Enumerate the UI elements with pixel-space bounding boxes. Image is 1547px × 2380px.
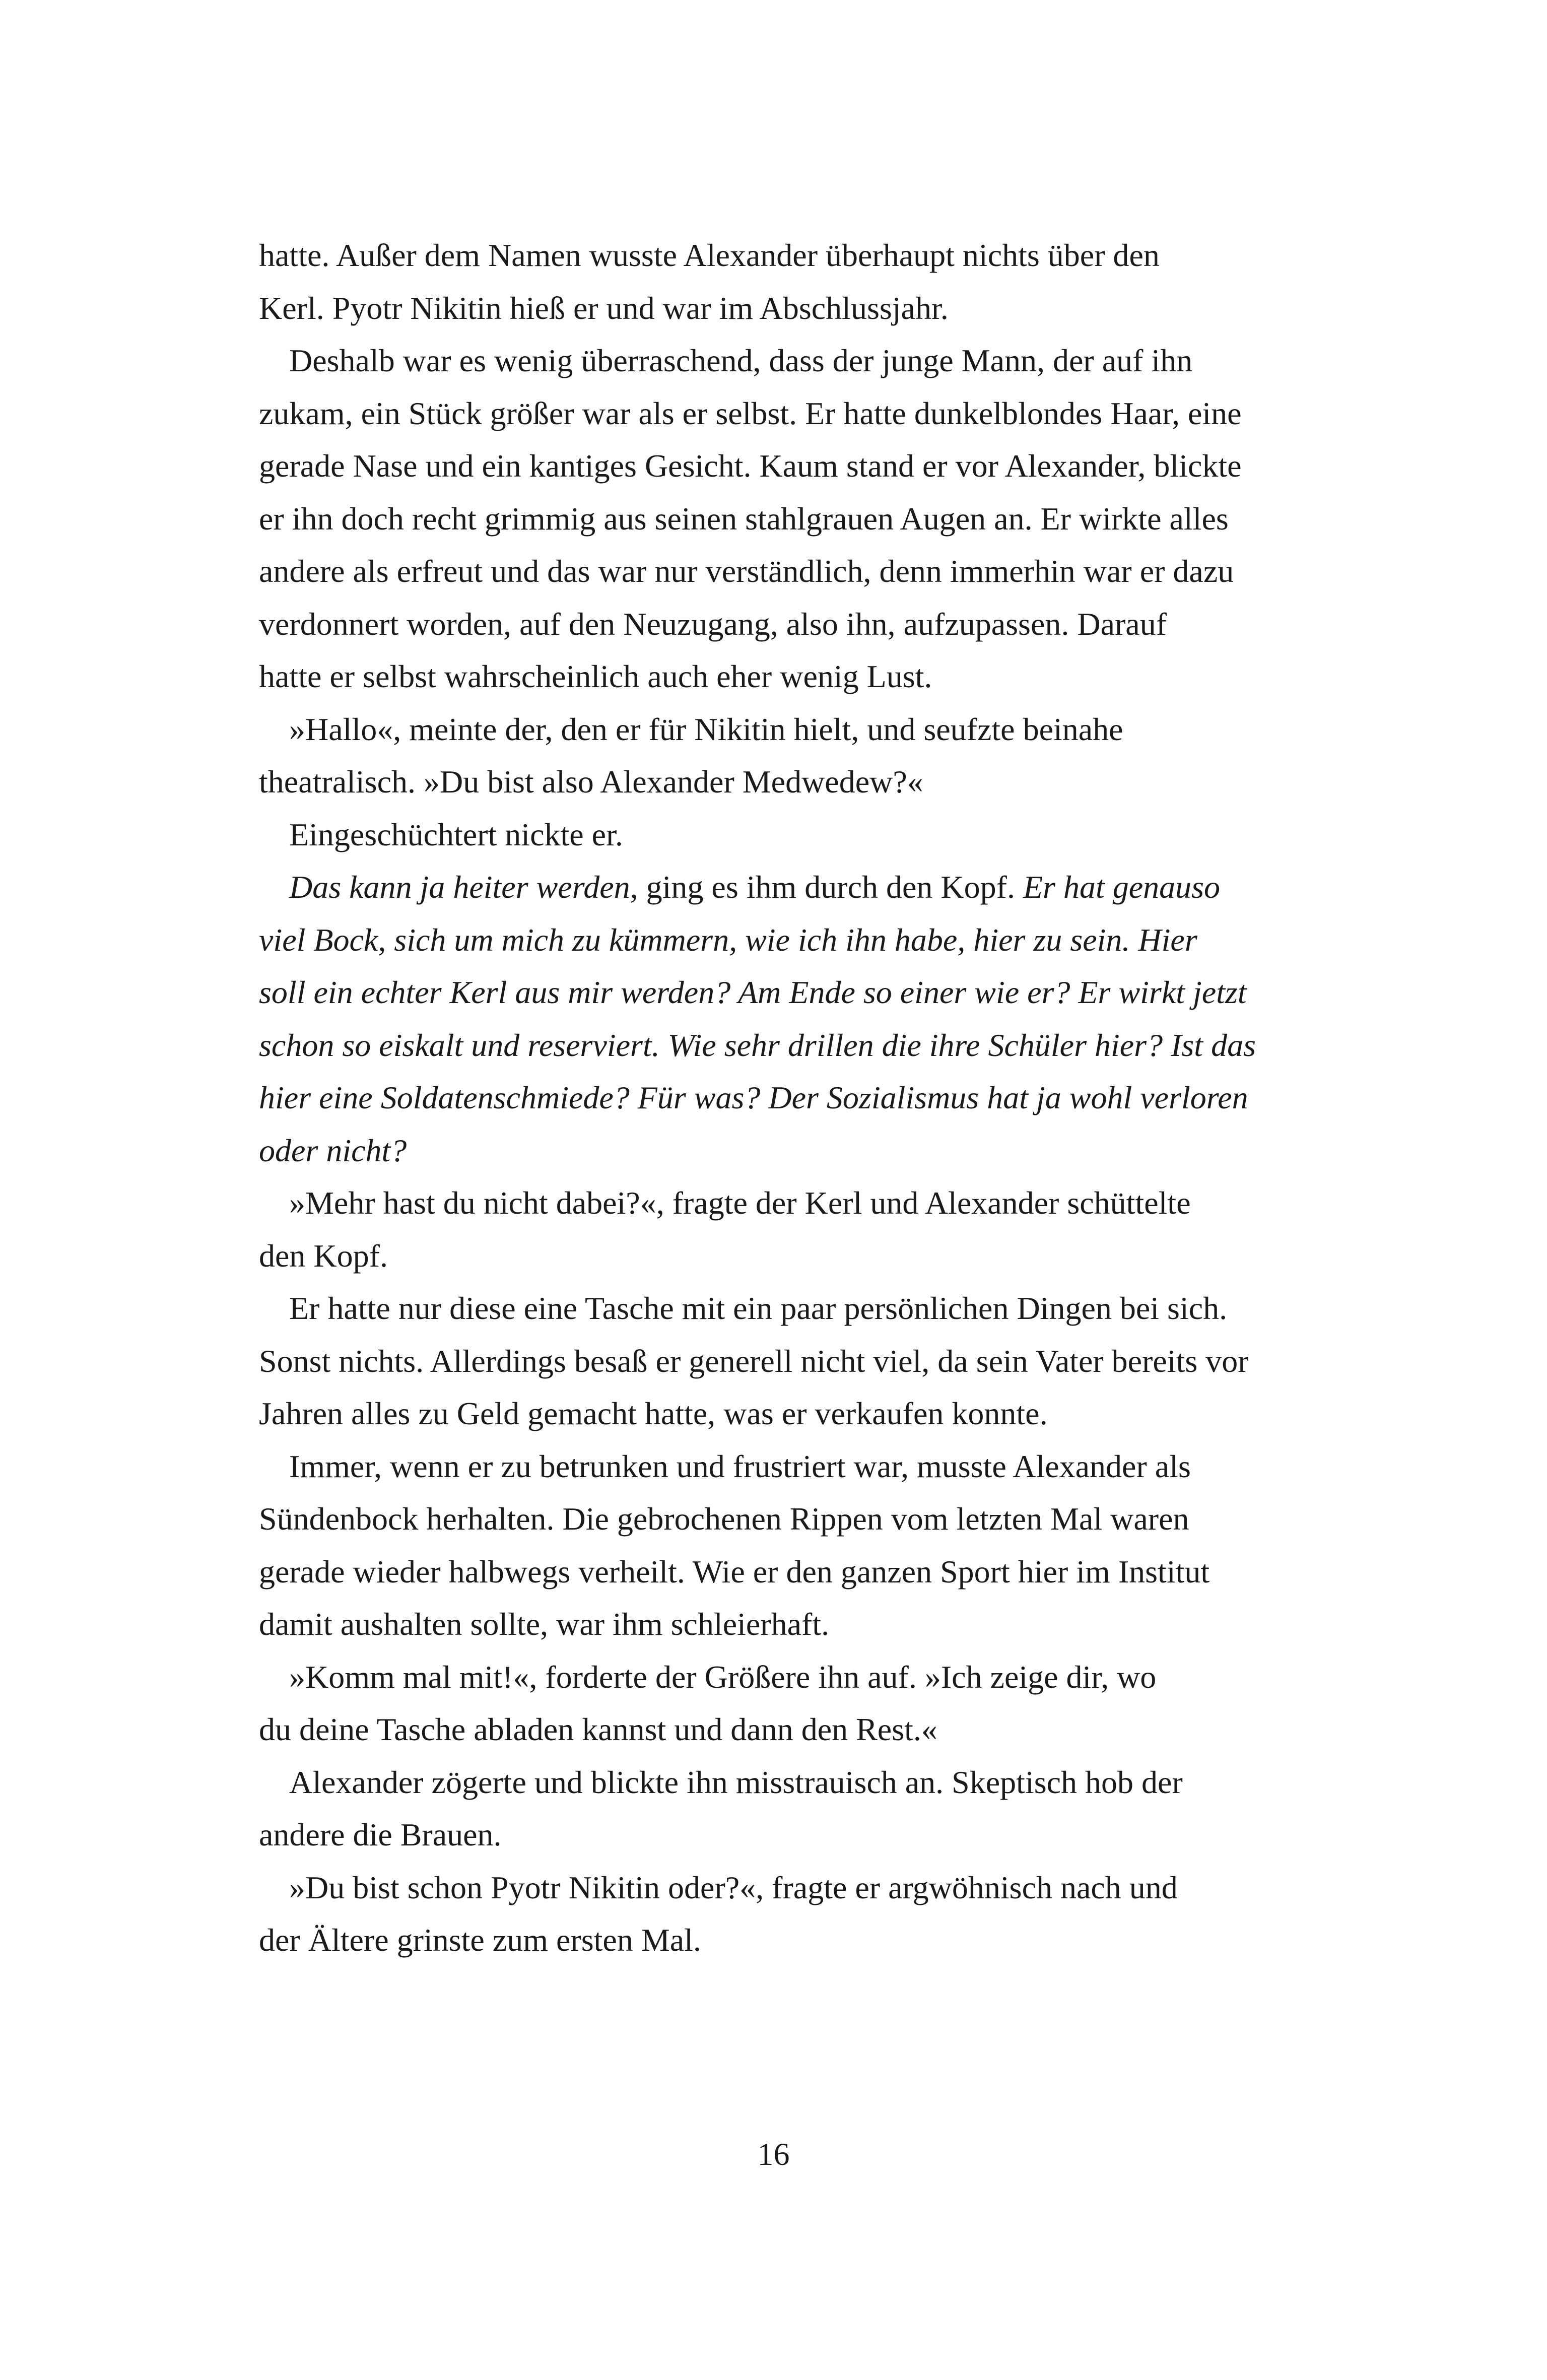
text-line: theatralisch. »Du bist also Alexander Medwedew?« <box>259 764 923 800</box>
text-line: den Kopf. <box>259 1237 388 1274</box>
text-line: Alexander zögerte und blickte ihn misstrauisch an. Skeptisch hob der <box>289 1764 1183 1800</box>
text-line: Sonst nichts. Allerdings besaß er generell nicht viel, da sein Vater bereits vor <box>259 1343 1249 1379</box>
text-line: er ihn doch recht grimmig aus seinen stahlgrauen Augen an. Er wirkte alles <box>259 500 1229 537</box>
text-line: »Mehr hast du nicht dabei?«, fragte der Kerl und Alexander schüttelte <box>289 1185 1191 1221</box>
text-line: soll ein echter Kerl aus mir werden? Am Ende so einer wie er? Er wirkt jetzt <box>259 974 1247 1010</box>
text-line: schon so eiskalt und reserviert. Wie sehr drillen die ihre Schüler hier? Ist das <box>259 1027 1256 1063</box>
text-line <box>259 861 1246 914</box>
text-line: Immer, wenn er zu betrunken und frustriert war, musste Alexander als <box>289 1448 1191 1484</box>
text-line: Sündenbock herhalten. Die gebrochenen Rippen vom letzten Mal waren <box>259 1501 1189 1537</box>
text-line: hatte. Außer dem Namen wusste Alexander überhaupt nichts über den <box>259 237 1160 273</box>
text-line: »Komm mal mit!«, forderte der Größere ihn auf. »Ich zeige dir, wo <box>289 1659 1157 1695</box>
page-number: 16 <box>757 2136 790 2172</box>
text-line: gerade Nase und ein kantiges Gesicht. Kaum stand er vor Alexander, blickte <box>259 448 1242 484</box>
text-line: hatte er selbst wahrscheinlich auch eher wenig Lust. <box>259 658 932 694</box>
text-line: der Ältere grinste zum ersten Mal. <box>259 1922 701 1958</box>
text-line: »Du bist schon Pyotr Nikitin oder?«, fragte er argwöhnisch nach und <box>289 1869 1178 1905</box>
text-line: du deine Tasche abladen kannst und dann den Rest.« <box>259 1711 937 1747</box>
text-line: damit aushalten sollte, war ihm schleierhaft. <box>259 1606 830 1642</box>
text-line: Kerl. Pyotr Nikitin hieß er und war im Abschlussjahr. <box>259 290 949 326</box>
text-line: »Hallo«, meinte der, den er für Nikitin hielt, und seufzte beinahe <box>289 711 1123 747</box>
text-segment: , ging es ihm durch den Kopf. <box>630 869 1023 905</box>
text-line: Eingeschüchtert nickte er. <box>289 816 623 852</box>
text-line: Deshalb war es wenig überraschend, dass der junge Mann, der auf ihn <box>289 343 1193 378</box>
text-segment: Er hat genauso <box>1023 869 1221 905</box>
text-line: zukam, ein Stück größer war als er selbst. Er hatte dunkelblondes Haar, eine <box>259 395 1242 431</box>
text-line: Er hatte nur diese eine Tasche mit ein paar persönlichen Dingen bei sich. <box>289 1290 1228 1326</box>
text-line: andere die Brauen. <box>259 1817 502 1853</box>
text-line: andere als erfreut und das war nur verständlich, denn immerhin war er dazu <box>259 553 1234 589</box>
text-line: viel Bock, sich um mich zu kümmern, wie ich ihn habe, hier zu sein. Hier <box>259 921 1197 958</box>
text-line: verdonnert worden, auf den Neuzugang, also ihn, aufzupassen. Darauf <box>259 606 1167 642</box>
text-line: gerade wieder halbwegs verheilt. Wie er den ganzen Sport hier im Institut <box>259 1553 1210 1590</box>
text-line: hier eine Soldatenschmiede? Für was? Der Sozialismus hat ja wohl verloren <box>259 1080 1248 1115</box>
text-line: oder nicht? <box>259 1132 407 1168</box>
text-line: Jahren alles zu Geld gemacht hatte, was er verkaufen konnte. <box>259 1396 1048 1431</box>
body-text <box>259 229 1256 1967</box>
text-segment: Das kann ja heiter werden <box>289 869 630 905</box>
